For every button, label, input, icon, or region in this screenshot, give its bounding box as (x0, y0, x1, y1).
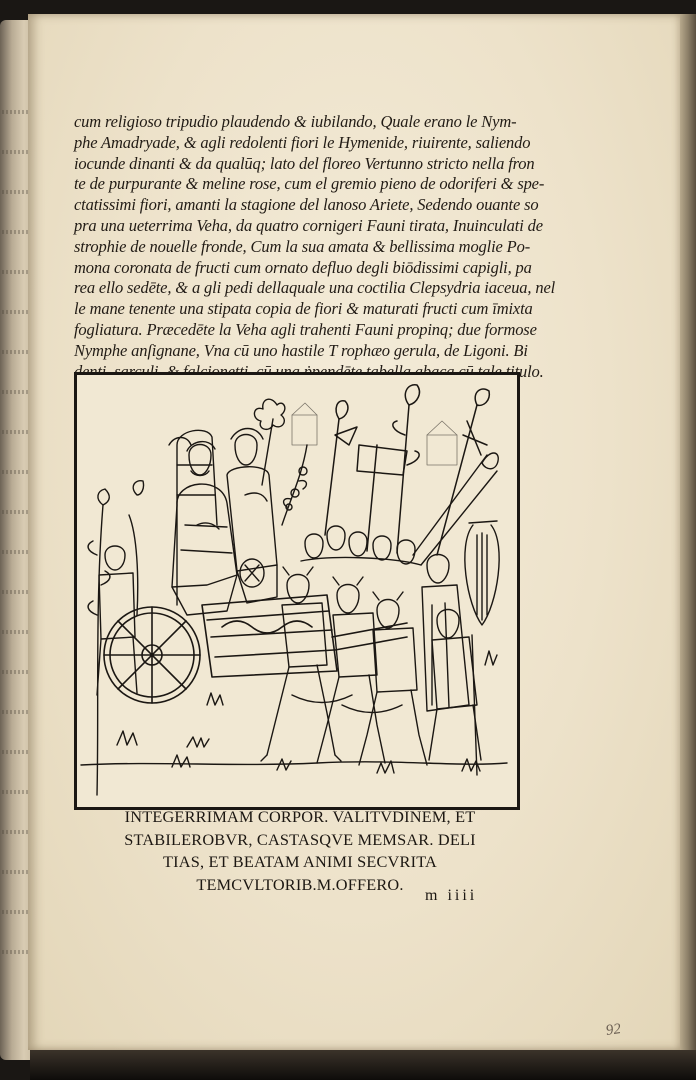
right-faun (429, 610, 481, 776)
lyre (465, 521, 499, 625)
faun-legs-hatching (292, 695, 402, 713)
text-line: fogliatura. Præcedēte la Veha agli trahenti Fauni propinq; due formose (74, 319, 537, 339)
cart-shaft (332, 623, 407, 650)
woodcut-illustration (74, 372, 520, 810)
trumpets (413, 453, 498, 565)
nymph-crowd (301, 526, 469, 711)
caption-line: TEMCVLTORIB.M.OFFERO. (196, 874, 404, 894)
text-line: rea ello sedēte, & a gli pedi dellaquale una coctilia Clepsydria iaceua, nel (74, 278, 556, 298)
text-line: iocunde dinanti & da qualūq; lato del floreo Vertunno stricto nella fron (74, 153, 535, 173)
fauns-group (261, 567, 427, 765)
body-text (74, 112, 556, 382)
abaca-tablet (357, 445, 407, 475)
text-line: pra una ueterrima Veha, da quatro cornigeri Fauni tirata, Inuinculati de (74, 215, 543, 235)
signature-mark: m iiii (425, 887, 478, 904)
left-satyr (97, 546, 137, 695)
ground-line (81, 762, 507, 765)
text-line: mona coronata de fructi cum ornato defluo degli biōdissimi capigli, pa (74, 257, 532, 277)
clepsydra (240, 559, 264, 587)
fruit-branch (282, 445, 307, 525)
cart (104, 595, 407, 703)
standard-pole-4 (437, 405, 477, 555)
pomona-bouquet (254, 399, 284, 429)
book-bottom-shadow (30, 1050, 696, 1080)
vertumnus-figure (172, 442, 237, 615)
standard-pole-2 (367, 445, 377, 551)
folio-pencil-note: 92 (604, 1021, 622, 1039)
grass-tufts (117, 651, 497, 773)
caption-line: INTEGERRIMAM CORPOR. VALITVDINEM, ET (124, 807, 476, 826)
woodcut-drawing (77, 375, 511, 801)
trophy-standards (325, 385, 489, 555)
caption-line: TIAS, ET BEATAM ANIMI SECVRITA (163, 852, 437, 871)
text-line: Nymphe anſignane, Vna cū uno hastile T rophæo gerula, de Ligoni. Bi (74, 340, 528, 360)
text-line: ctatissimi fiori, amanti la stagione del lanoso Ariete, Sedendo ouante so (74, 195, 539, 215)
pomona-figure (227, 399, 285, 603)
woodcut-caption (74, 806, 526, 896)
distant-buildings (292, 403, 457, 465)
caption-line: STABILEROBVR, CASTASQVE MEMSAR. DELI (124, 829, 476, 849)
standard-pole-3 (397, 405, 409, 553)
text-line: strophie de nouelle fronde, Cum la sua amata & bellissima moglie Po- (74, 236, 531, 256)
text-line: le mane tenente una stipata copia de fiori & maturati fructi cum īmixta (74, 299, 533, 319)
text-line: te de purpurante & meline rose, cum el gremio pieno de odoriferi & spe- (74, 174, 545, 194)
page-block-edge (680, 14, 696, 1054)
text-line: cum religioso tripudio plaudendo & iubilando, Quale erano le Nym- (74, 112, 517, 131)
text-line: phe Amadryade, & agli redolenti fiori le Hymenide, riuirente, saliendo (74, 132, 531, 152)
